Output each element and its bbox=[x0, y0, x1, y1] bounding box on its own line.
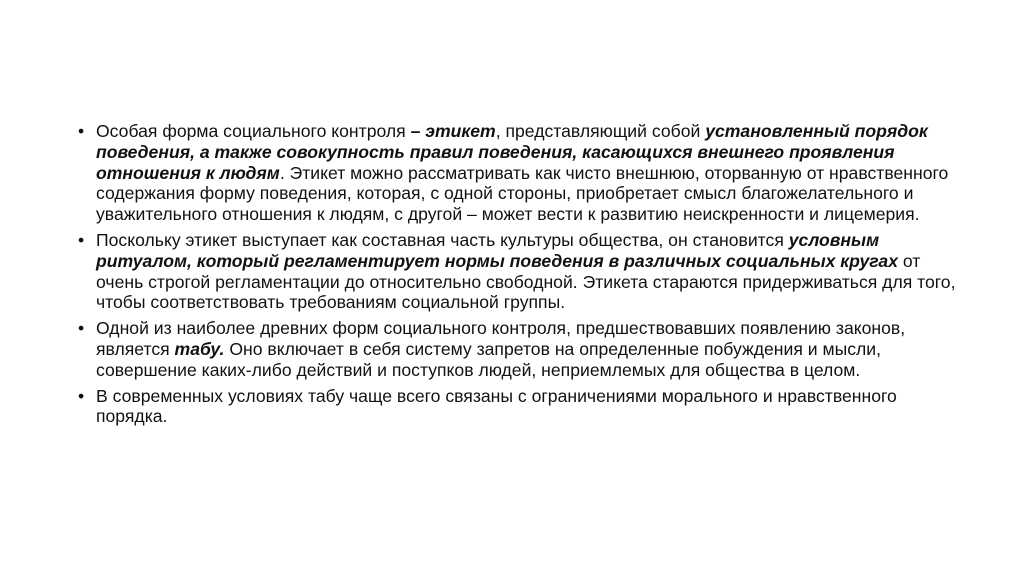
bullet-emphasis: установленный порядок поведения, а также совокупность правил поведения, касающихся внешнего проявления отношения к людям bbox=[96, 121, 928, 183]
bullet-emphasis: табу. bbox=[174, 338, 225, 359]
bullet-text: . Этикет можно рассматривать как чисто внешнюю, оторванную от нравственного содержания форму поведения, которая, с одной стороны, приобретает смысл благожелательного и уважительного отношения к людям, с другой – может вести к развитию неискренности и лицемерия. bbox=[96, 162, 949, 225]
bullet-marker: • bbox=[78, 385, 85, 406]
bullet-text: , представляющий собой bbox=[495, 121, 706, 141]
bullet-etiquette bbox=[72, 121, 972, 225]
bullet-modern-taboo bbox=[72, 386, 972, 428]
bullet-ritual bbox=[72, 230, 972, 313]
bullet-marker: • bbox=[78, 318, 85, 339]
bullet-text: В современных условиях табу чаще всего связаны с ограничениями морального и нравственного порядка. bbox=[96, 385, 897, 427]
bullet-text: Особая форма социального контроля bbox=[96, 121, 411, 141]
bullet-emphasis: условным ритуалом, который регламентирует нормы поведения в различных социальных кругах bbox=[96, 229, 898, 271]
bullet-marker: • bbox=[78, 121, 85, 141]
bullet-marker: • bbox=[78, 229, 85, 250]
bullet-text: Поскольку этикет выступает как составная часть культуры общества, он становится bbox=[96, 229, 789, 250]
bullet-text: Оно включает в себя систему запретов на определенные побуждения и мысли, совершение каких-либо действий и поступков людей, неприемлемых для общества в целом. bbox=[96, 338, 881, 380]
bullet-text: Одной из наиболее древних форм социального контроля, предшествовавших появлению законов, является bbox=[96, 318, 906, 359]
bullet-list bbox=[72, 121, 972, 432]
bullet-text: от очень строгой регламентации до относительно свободной. Этикета стараются придерживаться для того, чтобы соответствовать требованиям социальной группы. bbox=[96, 250, 956, 313]
bullet-emphasis: – этикет bbox=[410, 121, 496, 141]
bullet-taboo bbox=[72, 318, 972, 380]
